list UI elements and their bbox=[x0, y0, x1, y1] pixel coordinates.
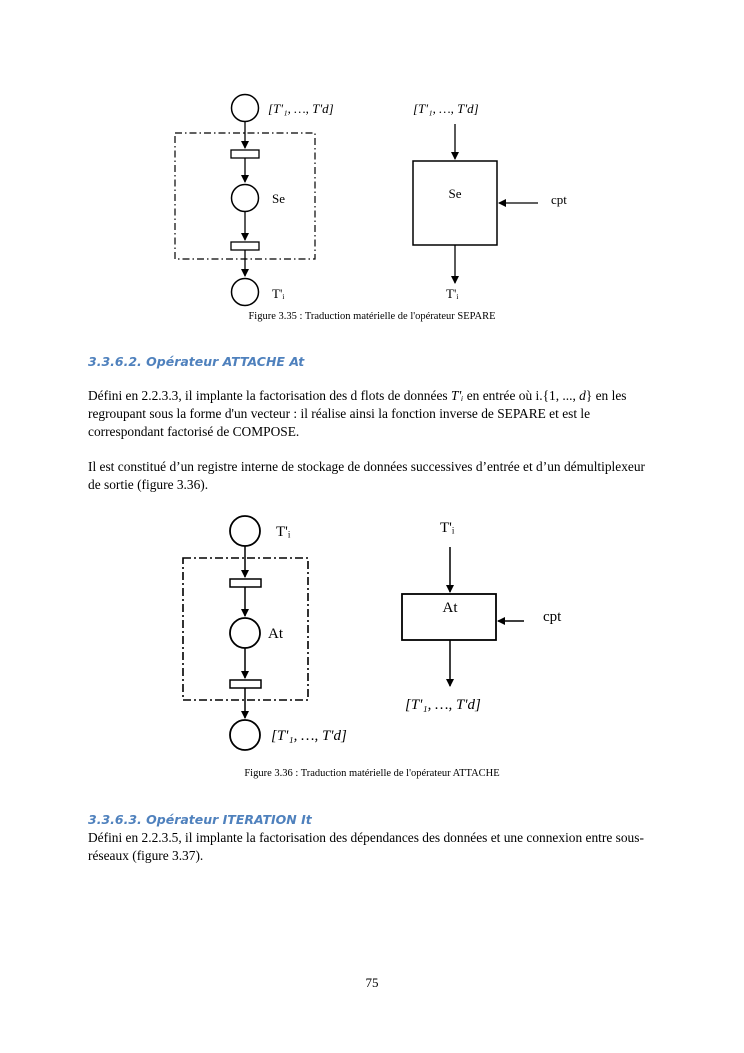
transition-2 bbox=[230, 680, 261, 688]
variable: T'ᵢ bbox=[450, 388, 464, 403]
transition-1 bbox=[230, 579, 261, 587]
petri-place-label: At bbox=[268, 626, 283, 642]
paragraph-attache-structure: Il est constitué d’un registre interne de stockage de données successives d’entrée et d’un démultiplexeur de sortie (figure 3.36). bbox=[88, 459, 646, 492]
ctrl-label: cpt bbox=[543, 609, 562, 625]
text: } en les regroupant sous la forme d'un vecteur : il réalise ainsi la fonction inverse de SEPARE et est le correspondant factorisé de COMPOSE. bbox=[88, 388, 627, 439]
petri-input-label: T'ᵢ bbox=[276, 524, 291, 540]
block-label: At bbox=[442, 600, 458, 616]
block-label: Se bbox=[448, 186, 462, 201]
text: Défini en 2.2.3.3, il implante la factorisation des d flots de données bbox=[88, 388, 451, 403]
petri-output-label: T'ᵢ bbox=[272, 286, 285, 301]
petri-input-label: [T'₁, …, T'd] bbox=[268, 101, 334, 116]
variable: d bbox=[579, 388, 586, 403]
figure-caption-3-35: Figure 3.35 : Traduction matérielle de l'opérateur SEPARE bbox=[248, 311, 496, 322]
place-input bbox=[230, 516, 260, 546]
block-output-label: T'ᵢ bbox=[446, 286, 459, 301]
petri-place-label: Se bbox=[272, 191, 285, 206]
page-number: 75 bbox=[365, 975, 379, 990]
text: en entrée où i.{1, ..., bbox=[463, 388, 580, 403]
place-attache bbox=[230, 618, 260, 648]
figure-caption-3-36: Figure 3.36 : Traduction matérielle de l'opérateur ATTACHE bbox=[244, 768, 500, 779]
place-output bbox=[230, 720, 260, 750]
block-output-label: [T'₁, …, T'd] bbox=[405, 697, 481, 713]
block-input-label: T'ᵢ bbox=[440, 520, 455, 536]
paragraph-iteration: Défini en 2.2.3.5, il implante la factorisation des dépendances des données et une connexion entre sous-réseaux (figure 3.37). bbox=[88, 830, 644, 863]
section-heading-iteration: 3.3.6.3. Opérateur ITERATION It bbox=[88, 812, 312, 827]
block-input-label: [T'₁, …, T'd] bbox=[413, 101, 479, 116]
section-heading-attache: 3.3.6.2. Opérateur ATTACHE At bbox=[88, 354, 305, 369]
ctrl-label: cpt bbox=[551, 192, 567, 207]
petri-output-label: [T'₁, …, T'd] bbox=[271, 728, 347, 744]
